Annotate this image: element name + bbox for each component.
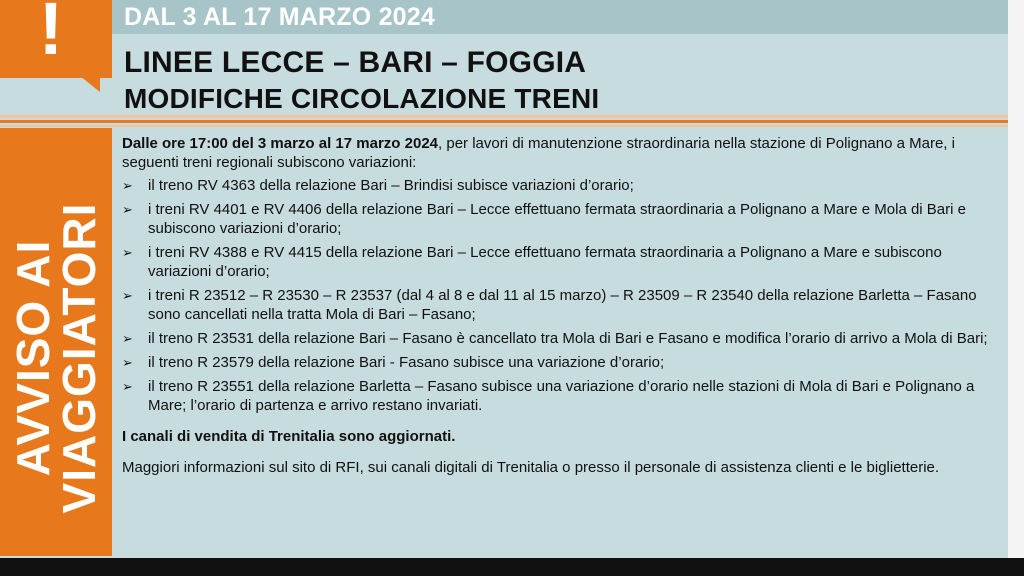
alert-notch <box>70 68 100 92</box>
list-item <box>122 353 1002 372</box>
list-item-text: il treno R 23531 della relazione Bari – Fasano è cancellato tra Mola di Bari e Fasano e modifica l’orario di arrivo a Mola di Bari; <box>148 330 988 347</box>
list-item <box>122 243 1002 281</box>
alert-box <box>0 0 112 78</box>
arrow-bullet-icon: ➢ <box>122 288 133 303</box>
sidebar-line-1: AVVISO AI <box>7 239 59 477</box>
stripe-line <box>0 120 1008 123</box>
page-subtitle: MODIFICHE CIRCOLAZIONE TRENI <box>124 83 600 114</box>
arrow-bullet-icon: ➢ <box>122 355 133 370</box>
arrow-bullet-icon: ➢ <box>122 379 133 394</box>
list-item <box>122 200 1002 238</box>
arrow-bullet-icon: ➢ <box>122 178 133 193</box>
stripe-divider <box>0 115 1008 127</box>
list-item-text: i treni R 23512 – R 23530 – R 23537 (dal 4 al 8 e dal 11 al 15 marzo) – R 23509 – R 23540 della relazione Barletta – Fasano sono cancellati nella tratta Mola di Bari – Fasano; <box>148 287 977 323</box>
list-item <box>122 176 1002 195</box>
list-item-text: i treni RV 4401 e RV 4406 della relazione Bari – Lecce effettuano fermata straordinaria a Polignano a Mare e Mola di Bari e subiscono variazioni d’orario; <box>148 201 966 237</box>
list-item-text: il treno R 23551 della relazione Barletta – Fasano subisce una variazione d’orario nelle stazioni di Mola di Bari e Polignano a Mare; l’orario di partenza e arrivo restano invariati. <box>148 378 975 414</box>
sidebar-vertical-text <box>7 152 105 564</box>
footer-info: Maggiori informazioni sul sito di RFI, sui canali digitali di Trenitalia o presso il personale di assistenza clienti e le biglietterie. <box>122 459 940 476</box>
page-title: LINEE LECCE – BARI – FOGGIA <box>124 46 587 79</box>
sales-channels-notice: I canali di vendita di Trenitalia sono aggiornati. <box>122 428 456 445</box>
list-item <box>122 329 1002 348</box>
stripe-line <box>0 115 1008 118</box>
arrow-bullet-icon: ➢ <box>122 245 133 260</box>
list-item-text: il treno R 23579 della relazione Bari - Fasano subisce una variazione d’orario; <box>148 354 665 371</box>
date-range: DAL 3 AL 17 MARZO 2024 <box>124 3 435 31</box>
train-changes-list <box>122 176 1002 415</box>
list-item-text: i treni RV 4388 e RV 4415 della relazione Bari – Lecce effettuano fermata straordinaria a Polignano a Mare e subiscono variazioni d’orario; <box>148 244 942 280</box>
arrow-bullet-icon: ➢ <box>122 202 133 217</box>
arrow-bullet-icon: ➢ <box>122 331 133 346</box>
bottom-bar <box>0 558 1024 576</box>
list-item <box>122 286 1002 324</box>
list-item <box>122 377 1002 415</box>
exclamation-icon: ! <box>38 0 64 70</box>
right-edge-strip <box>1008 0 1024 576</box>
intro-paragraph <box>122 134 1002 172</box>
notice-content <box>122 134 1002 477</box>
sidebar-line-2: VIAGGIATORI <box>53 202 105 514</box>
intro-text: , per lavori di manutenzione straordinaria nella stazione di Polignano a Mare, i seguenti treni regionali subiscono variazioni: <box>122 135 955 171</box>
stripe-line <box>0 125 1008 127</box>
list-item-text: il treno RV 4363 della relazione Bari – Brindisi subisce variazioni d’orario; <box>148 177 634 194</box>
intro-bold: Dalle ore 17:00 del 3 marzo al 17 marzo 2024 <box>122 135 439 152</box>
